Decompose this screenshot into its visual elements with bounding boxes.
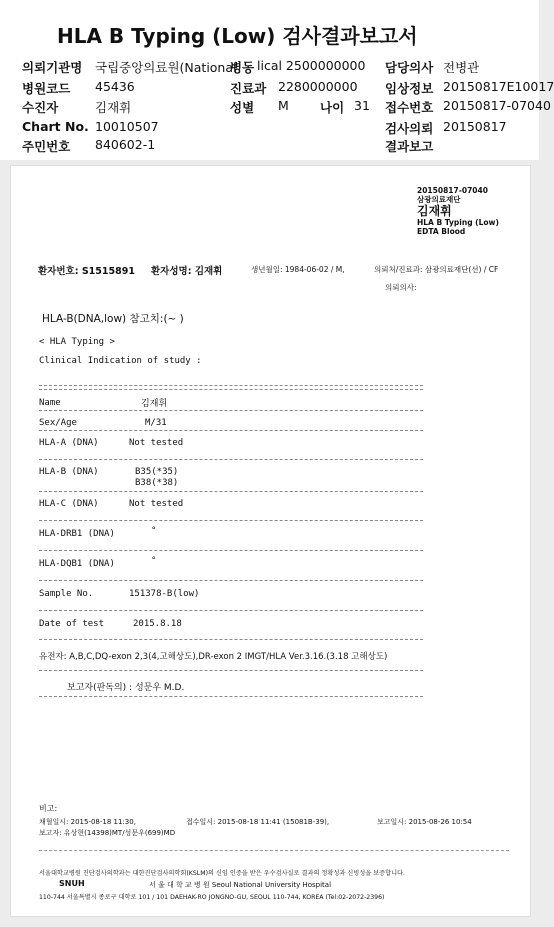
divider <box>39 389 423 390</box>
divider <box>39 696 423 697</box>
divider <box>39 430 423 431</box>
sticker-name: 김재휘 <box>417 204 452 218</box>
age-value: 31 <box>354 98 370 113</box>
divider <box>39 385 423 386</box>
referral: 의뢰처/진료과: 삼광의료재단(선) / CF <box>374 265 499 274</box>
row-value-hla-b-1: B35(*35) <box>135 467 179 477</box>
chart-label: Chart No. <box>22 119 89 134</box>
row-label-sample: Sample No. <box>39 589 94 599</box>
remark-label: 비고: <box>39 804 58 813</box>
report-header <box>0 0 554 160</box>
snuh-logo: SNUH <box>59 879 85 888</box>
row-label-hla-drb1: HLA-DRB1 (DNA) <box>39 529 115 539</box>
birth-date: 생년월일: 1984-06-02 / M, <box>251 265 345 274</box>
institution-value: 국립중앙의료원(National <box>95 60 237 75</box>
hospital-code-label: 병원코드 <box>22 81 71 96</box>
ward-value: lical 2500000000 <box>257 58 366 73</box>
divider <box>39 520 423 521</box>
row-label-hla-b: HLA-B (DNA) <box>39 467 99 477</box>
row-label-hla-c: HLA-C (DNA) <box>39 499 99 509</box>
clinical-indication: Clinical Indication of study : <box>39 356 202 366</box>
clinical-info-value: 20150817E10017 <box>443 79 554 94</box>
resident-label: 주민번호 <box>22 139 71 154</box>
row-value-hla-c: Not tested <box>129 499 184 509</box>
row-value-hla-drb1: ° <box>151 526 157 536</box>
ward-label: 병동 <box>230 60 255 75</box>
sticker-test: HLA B Typing (Low) <box>417 218 499 227</box>
doctor-label: 담당의사 <box>385 60 434 75</box>
reporter-line: 보고자: 유상현(14398)MT/성문우(699)MD <box>39 829 176 837</box>
receipt-no-label: 접수번호 <box>385 100 434 115</box>
divider <box>39 670 423 671</box>
divider <box>39 410 423 411</box>
receipt-no-value: 20150817-07040 <box>443 98 551 113</box>
report-label: 결과보고 <box>385 139 434 154</box>
divider <box>39 459 423 460</box>
row-value-hla-dqb1: ° <box>151 556 157 566</box>
hospital-name: 서 울 대 학 교 병 원 Seoul National University Hospital <box>149 881 332 889</box>
reporter: 보고자(판독의) : 성문우 M.D. <box>67 683 185 693</box>
divider <box>39 550 423 551</box>
row-value-sexage: M/31 <box>145 418 167 428</box>
age-label: 나이 <box>320 100 345 115</box>
sticker-org: 삼광의료재단 <box>417 195 461 204</box>
certification-text: 서울대학교병원 진단검사의학과는 대한진단검사의학회(KSLM)의 신임 인증을 받은 우수검사실로 결과의 정확성과 신빙성을 보증합니다. <box>39 870 405 877</box>
patient-no: 환자번호: S1515891 <box>38 266 135 277</box>
row-label-hla-dqb1: HLA-DQB1 (DNA) <box>39 559 115 569</box>
row-value-sample: 151378-B(low) <box>129 589 200 599</box>
institution-label: 의뢰기관명 <box>22 60 83 75</box>
divider <box>39 850 509 851</box>
reference-title: HLA-B(DNA,low) 참고치:(~ ) <box>42 313 184 325</box>
divider <box>39 639 423 640</box>
resident-value: 840602-1 <box>95 137 156 152</box>
row-label-sexage: Sex/Age <box>39 418 77 428</box>
divider <box>39 491 423 492</box>
gene-line: 유전자: A,B,C,DQ-exon 2,3(4,고해상도),DR-exon 2 IMGT/HLA Ver.3.16.(3.18 고해상도) <box>39 652 388 662</box>
divider <box>39 580 423 581</box>
collect-time: 채혈일시: 2015-08-18 11:30, <box>39 818 136 826</box>
sticker-receipt: 20150817-07040 <box>417 186 488 195</box>
scanned-report <box>10 165 531 917</box>
patient-name: 환자성명: 김재휘 <box>151 266 223 277</box>
row-label-hla-a: HLA-A (DNA) <box>39 438 99 448</box>
page-title: HLA B Typing (Low) 검사결과보고서 <box>57 24 418 48</box>
row-label-date: Date of test <box>39 619 105 629</box>
receive-time: 접수일시: 2015-08-18 11:41 (15081B-39), <box>186 818 330 826</box>
typing-header: < HLA Typing > <box>39 337 115 347</box>
sticker-specimen: EDTA Blood <box>417 227 466 236</box>
clinical-info-label: 임상정보 <box>385 81 434 96</box>
divider <box>39 610 423 611</box>
department-value: 2280000000 <box>278 79 358 94</box>
hospital-address: 110-744 서울특별시 종로구 대학로 101 / 101 DAEHAK-RO JONGNO-GU, SEOUL 110-744, KOREA (Tel:02-2072-2396) <box>39 894 385 901</box>
referring-doctor: 의뢰의사: <box>385 283 417 292</box>
examinee-label: 수진자 <box>22 100 59 115</box>
doctor-value: 전병관 <box>443 60 480 75</box>
row-value-hla-b-2: B38(*38) <box>135 478 179 488</box>
hospital-code-value: 45436 <box>95 79 135 94</box>
row-value-name: 김재휘 <box>141 399 168 409</box>
sex-value: M <box>278 98 289 113</box>
row-label-name: Name <box>39 398 61 408</box>
examinee-value: 김재휘 <box>95 100 132 115</box>
department-label: 진료과 <box>230 81 267 96</box>
chart-value: 10010507 <box>95 119 159 134</box>
row-value-date: 2015.8.18 <box>133 619 182 629</box>
row-value-hla-a: Not tested <box>129 438 184 448</box>
sex-label: 성별 <box>230 100 255 115</box>
report-time: 보고일시: 2015-08-26 10:54 <box>377 818 472 826</box>
specimen-sticker <box>417 186 499 236</box>
request-date-label: 검사의뢰 <box>385 121 434 136</box>
request-date-value: 20150817 <box>443 119 507 134</box>
